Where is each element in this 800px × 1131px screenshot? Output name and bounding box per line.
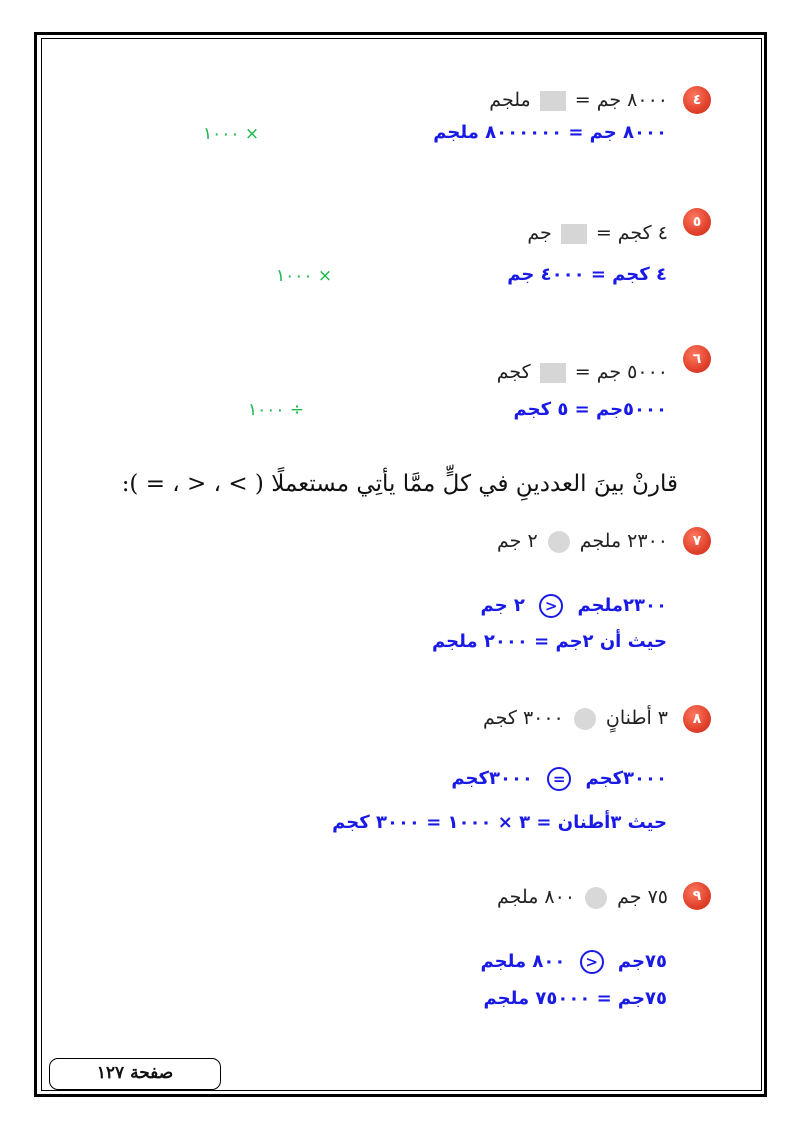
problem-7-left: ٢٣٠٠ ملجم xyxy=(579,530,668,552)
problem-6-answer: ٥٠٠٠جم = ٥ كجم xyxy=(513,399,667,420)
problem-8-symbol: = xyxy=(547,767,571,791)
problem-9-left: ٧٥ جم xyxy=(617,886,668,908)
problem-7-badge: ٧ xyxy=(683,527,711,555)
problem-9-reason: ٧٥جم = ٧٥٠٠٠ ملجم xyxy=(483,988,667,1009)
problem-5-right: جم xyxy=(527,222,552,244)
problem-8-reason: حيث ٣أطنان = ٣ × ١٠٠٠ = ٣٠٠٠ كجم xyxy=(332,812,667,833)
problem-4-badge: ٤ xyxy=(683,86,711,114)
problem-5-answer: ٤ كجم = ٤٠٠٠ جم xyxy=(507,264,667,285)
problem-7-right: ٢ جم xyxy=(497,530,538,552)
problem-6-question xyxy=(497,361,668,383)
problem-7-answer xyxy=(481,594,667,618)
problem-9-answer xyxy=(481,950,667,974)
problem-5-blank-box xyxy=(561,224,587,244)
page-frame-inner xyxy=(41,38,762,1091)
problem-9-answer-left: ٧٥جم xyxy=(617,951,667,972)
compare-heading: قارنْ بينَ العددينِ في كلٍّ ممَّا يأتِي مستعملًا ( > ، < ، = ): xyxy=(121,471,678,497)
problem-6-left: ٥٠٠٠ جم = xyxy=(574,361,668,383)
problem-8-left: ٣ أطنانٍ xyxy=(605,707,668,729)
problem-9-answer-right: ٨٠٠ ملجم xyxy=(480,951,566,972)
problem-7-answer-right: ٢ جم xyxy=(480,595,525,616)
problem-9-badge: ٩ xyxy=(683,882,711,910)
problem-4-blank-box xyxy=(540,91,566,111)
problem-9-symbol: < xyxy=(580,950,604,974)
problem-6-right: كجم xyxy=(496,361,531,383)
problem-9-right: ٨٠٠ ملجم xyxy=(497,886,576,908)
problem-8-blank-circle xyxy=(574,708,596,730)
problem-9-question xyxy=(497,886,668,909)
problem-8-answer xyxy=(451,767,667,791)
page-number-label: صفحة ١٢٧ xyxy=(49,1058,221,1090)
problem-9-blank-circle xyxy=(585,887,607,909)
problem-4-answer: ٨٠٠٠ جم = ٨٠٠٠٠٠٠ ملجم xyxy=(433,122,667,143)
problem-7-answer-left: ٢٣٠٠ملجم xyxy=(577,595,667,616)
problem-8-question xyxy=(483,707,668,730)
problem-5-left: ٤ كجم = xyxy=(595,222,668,244)
problem-7-symbol: < xyxy=(539,594,563,618)
problem-8-right: ٣٠٠٠ كجم xyxy=(482,707,564,729)
problem-5-operation: ١٠٠٠ × xyxy=(276,266,333,286)
problem-6-blank-box xyxy=(540,363,566,383)
problem-4-right: ملجم xyxy=(489,89,531,111)
problem-6-badge: ٦ xyxy=(683,345,711,373)
problem-7-question xyxy=(497,530,668,553)
problem-8-badge: ٨ xyxy=(683,705,711,733)
problem-7-reason: حيث أن ٢جم = ٢٠٠٠ ملجم xyxy=(432,631,667,652)
problem-5-question xyxy=(527,222,668,244)
problem-4-operation: ١٠٠٠ × xyxy=(203,124,260,144)
problem-4-question xyxy=(489,89,668,111)
problem-4-left: ٨٠٠٠ جم = xyxy=(574,89,668,111)
problem-7-blank-circle xyxy=(548,531,570,553)
problem-8-answer-left: ٣٠٠٠كجم xyxy=(585,768,667,789)
problem-5-badge: ٥ xyxy=(683,208,711,236)
problem-6-operation: ١٠٠٠ ÷ xyxy=(248,400,305,420)
problem-8-answer-right: ٣٠٠٠كجم xyxy=(451,768,533,789)
